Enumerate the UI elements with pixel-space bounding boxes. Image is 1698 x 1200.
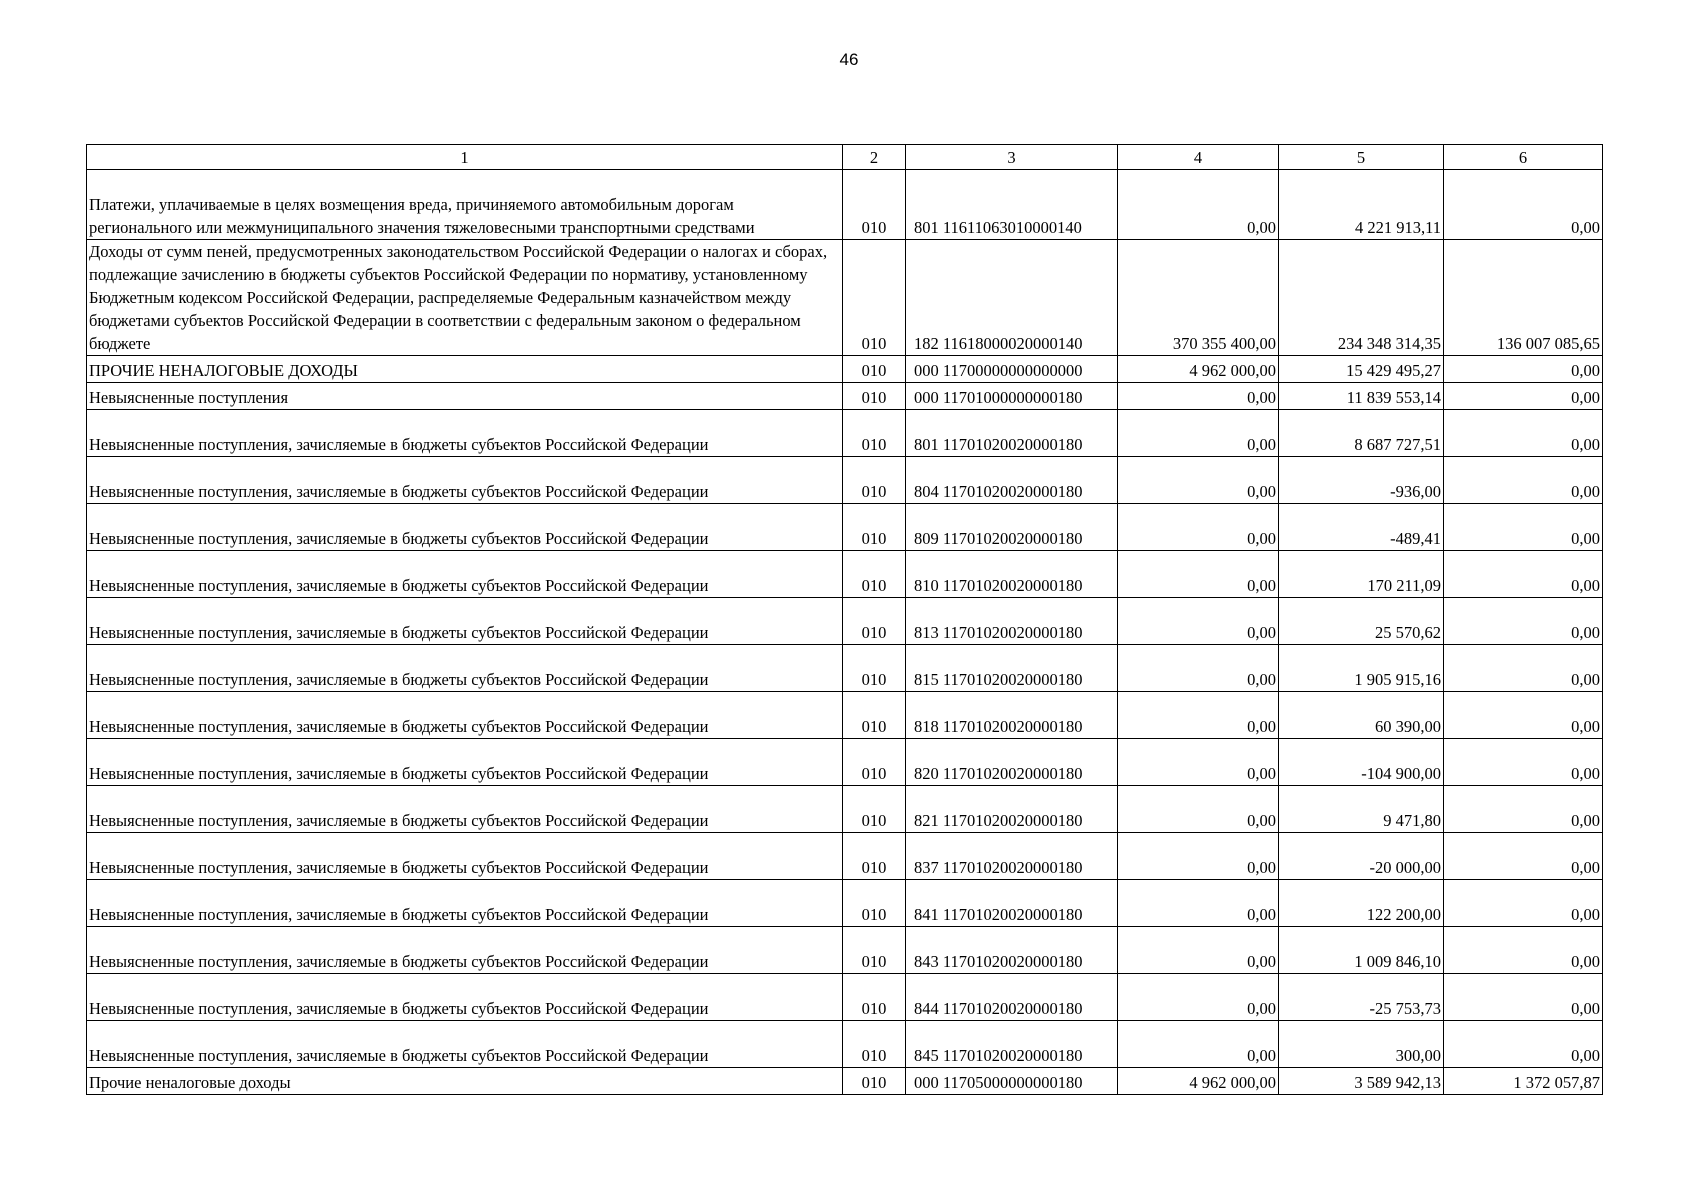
row-value-col4: 0,00 xyxy=(1118,974,1279,1021)
row-value-col4: 0,00 xyxy=(1118,692,1279,739)
row-value-col5: 8 687 727,51 xyxy=(1279,410,1444,457)
page-number: 46 xyxy=(839,50,859,69)
row-value-col5: 170 211,09 xyxy=(1279,551,1444,598)
row-value-col5: -20 000,00 xyxy=(1279,833,1444,880)
table-row xyxy=(87,356,1603,383)
row-budget-code: 841 11701020020000180 xyxy=(906,880,1118,927)
row-line-code: 010 xyxy=(843,1021,906,1068)
row-value-col6: 1 372 057,87 xyxy=(1444,1068,1603,1095)
column-header: 5 xyxy=(1279,145,1444,170)
table-row xyxy=(87,457,1603,504)
row-description: Невыясненные поступления, зачисляемые в бюджеты субъектов Российской Федерации xyxy=(87,927,843,974)
table-row xyxy=(87,786,1603,833)
row-value-col5: -25 753,73 xyxy=(1279,974,1444,1021)
row-budget-code: 810 11701020020000180 xyxy=(906,551,1118,598)
row-value-col6: 0,00 xyxy=(1444,880,1603,927)
table-row xyxy=(87,880,1603,927)
row-line-code: 010 xyxy=(843,974,906,1021)
row-value-col6: 0,00 xyxy=(1444,786,1603,833)
table-row xyxy=(87,504,1603,551)
row-value-col6: 0,00 xyxy=(1444,170,1603,240)
row-description: Невыясненные поступления, зачисляемые в бюджеты субъектов Российской Федерации xyxy=(87,692,843,739)
row-value-col6: 0,00 xyxy=(1444,927,1603,974)
row-value-col4: 0,00 xyxy=(1118,170,1279,240)
row-line-code: 010 xyxy=(843,927,906,974)
row-description: Невыясненные поступления, зачисляемые в бюджеты субъектов Российской Федерации xyxy=(87,739,843,786)
column-header: 2 xyxy=(843,145,906,170)
row-value-col4: 370 355 400,00 xyxy=(1118,240,1279,356)
row-value-col4: 0,00 xyxy=(1118,551,1279,598)
row-value-col4: 0,00 xyxy=(1118,598,1279,645)
row-budget-code: 809 11701020020000180 xyxy=(906,504,1118,551)
row-line-code: 010 xyxy=(843,880,906,927)
table-row xyxy=(87,1021,1603,1068)
row-description: ПРОЧИЕ НЕНАЛОГОВЫЕ ДОХОДЫ xyxy=(87,356,843,383)
row-value-col5: -104 900,00 xyxy=(1279,739,1444,786)
row-value-col4: 0,00 xyxy=(1118,786,1279,833)
row-value-col5: -489,41 xyxy=(1279,504,1444,551)
row-description: Невыясненные поступления, зачисляемые в бюджеты субъектов Российской Федерации xyxy=(87,833,843,880)
row-line-code: 010 xyxy=(843,739,906,786)
row-value-col5: 11 839 553,14 xyxy=(1279,383,1444,410)
row-line-code: 010 xyxy=(843,1068,906,1095)
row-value-col5: 122 200,00 xyxy=(1279,880,1444,927)
row-value-col5: 15 429 495,27 xyxy=(1279,356,1444,383)
row-line-code: 010 xyxy=(843,692,906,739)
row-budget-code: 000 11701000000000180 xyxy=(906,383,1118,410)
table-row xyxy=(87,974,1603,1021)
row-value-col6: 0,00 xyxy=(1444,504,1603,551)
row-line-code: 010 xyxy=(843,410,906,457)
column-header: 4 xyxy=(1118,145,1279,170)
row-value-col4: 0,00 xyxy=(1118,645,1279,692)
row-value-col6: 0,00 xyxy=(1444,356,1603,383)
row-line-code: 010 xyxy=(843,383,906,410)
row-line-code: 010 xyxy=(843,356,906,383)
row-description: Невыясненные поступления, зачисляемые в бюджеты субъектов Российской Федерации xyxy=(87,1021,843,1068)
row-value-col5: 234 348 314,35 xyxy=(1279,240,1444,356)
row-value-col6: 0,00 xyxy=(1444,739,1603,786)
row-value-col5: 300,00 xyxy=(1279,1021,1444,1068)
table-row xyxy=(87,240,1603,356)
row-budget-code: 837 11701020020000180 xyxy=(906,833,1118,880)
row-value-col4: 0,00 xyxy=(1118,880,1279,927)
row-value-col4: 0,00 xyxy=(1118,457,1279,504)
row-budget-code: 821 11701020020000180 xyxy=(906,786,1118,833)
column-header: 6 xyxy=(1444,145,1603,170)
row-budget-code: 813 11701020020000180 xyxy=(906,598,1118,645)
table-row xyxy=(87,410,1603,457)
row-description: Платежи, уплачиваемые в целях возмещения вреда, причиняемого автомобильным дорогам регионального или межмуниципального значения тяжеловесными транспортными средствами xyxy=(87,170,843,240)
row-line-code: 010 xyxy=(843,598,906,645)
row-budget-code: 820 11701020020000180 xyxy=(906,739,1118,786)
row-value-col4: 0,00 xyxy=(1118,833,1279,880)
row-value-col4: 0,00 xyxy=(1118,739,1279,786)
table-row xyxy=(87,1068,1603,1095)
row-description: Невыясненные поступления, зачисляемые в бюджеты субъектов Российской Федерации xyxy=(87,551,843,598)
row-value-col6: 0,00 xyxy=(1444,383,1603,410)
row-description: Невыясненные поступления, зачисляемые в бюджеты субъектов Российской Федерации xyxy=(87,410,843,457)
row-description: Невыясненные поступления, зачисляемые в бюджеты субъектов Российской Федерации xyxy=(87,645,843,692)
row-description: Невыясненные поступления, зачисляемые в бюджеты субъектов Российской Федерации xyxy=(87,598,843,645)
row-description: Доходы от сумм пеней, предусмотренных законодательством Российской Федерации о налогах и сборах, подлежащие зачислению в бюджеты субъектов Российской Федерации по нормативу, установленному Бюджетным кодексом Российской Федерации, распределяемые Федеральным казначейством между бюджетами субъектов Российской Федерации в соответствии с федеральным законом о федеральном бюджете xyxy=(87,240,843,356)
row-value-col6: 0,00 xyxy=(1444,598,1603,645)
row-budget-code: 818 11701020020000180 xyxy=(906,692,1118,739)
row-description: Невыясненные поступления, зачисляемые в бюджеты субъектов Российской Федерации xyxy=(87,504,843,551)
row-value-col6: 0,00 xyxy=(1444,1021,1603,1068)
row-value-col5: -936,00 xyxy=(1279,457,1444,504)
row-budget-code: 843 11701020020000180 xyxy=(906,927,1118,974)
row-budget-code: 804 11701020020000180 xyxy=(906,457,1118,504)
row-description: Невыясненные поступления, зачисляемые в бюджеты субъектов Российской Федерации xyxy=(87,786,843,833)
row-value-col6: 0,00 xyxy=(1444,974,1603,1021)
row-description: Прочие неналоговые доходы xyxy=(87,1068,843,1095)
row-value-col4: 0,00 xyxy=(1118,1021,1279,1068)
row-value-col4: 4 962 000,00 xyxy=(1118,356,1279,383)
row-value-col4: 0,00 xyxy=(1118,927,1279,974)
row-description: Невыясненные поступления xyxy=(87,383,843,410)
row-line-code: 010 xyxy=(843,551,906,598)
column-header-row xyxy=(87,145,1603,170)
table-row xyxy=(87,927,1603,974)
row-line-code: 010 xyxy=(843,833,906,880)
row-value-col5: 1 905 915,16 xyxy=(1279,645,1444,692)
row-budget-code: 000 11705000000000180 xyxy=(906,1068,1118,1095)
row-line-code: 010 xyxy=(843,645,906,692)
row-value-col6: 0,00 xyxy=(1444,692,1603,739)
row-value-col5: 1 009 846,10 xyxy=(1279,927,1444,974)
row-line-code: 010 xyxy=(843,240,906,356)
table-row xyxy=(87,833,1603,880)
row-line-code: 010 xyxy=(843,457,906,504)
row-description: Невыясненные поступления, зачисляемые в бюджеты субъектов Российской Федерации xyxy=(87,457,843,504)
row-value-col5: 25 570,62 xyxy=(1279,598,1444,645)
row-value-col4: 0,00 xyxy=(1118,504,1279,551)
table-row xyxy=(87,645,1603,692)
row-budget-code: 182 11618000020000140 xyxy=(906,240,1118,356)
row-value-col6: 0,00 xyxy=(1444,645,1603,692)
row-line-code: 010 xyxy=(843,504,906,551)
column-header: 1 xyxy=(87,145,843,170)
table-row xyxy=(87,598,1603,645)
row-budget-code: 000 11700000000000000 xyxy=(906,356,1118,383)
row-budget-code: 801 11701020020000180 xyxy=(906,410,1118,457)
row-budget-code: 844 11701020020000180 xyxy=(906,974,1118,1021)
row-value-col4: 4 962 000,00 xyxy=(1118,1068,1279,1095)
row-value-col6: 0,00 xyxy=(1444,833,1603,880)
row-budget-code: 801 11611063010000140 xyxy=(906,170,1118,240)
row-budget-code: 845 11701020020000180 xyxy=(906,1021,1118,1068)
row-value-col4: 0,00 xyxy=(1118,410,1279,457)
row-value-col6: 136 007 085,65 xyxy=(1444,240,1603,356)
row-value-col6: 0,00 xyxy=(1444,457,1603,504)
row-value-col6: 0,00 xyxy=(1444,551,1603,598)
row-budget-code: 815 11701020020000180 xyxy=(906,645,1118,692)
column-header: 3 xyxy=(906,145,1118,170)
table-row xyxy=(87,170,1603,240)
table-row xyxy=(87,551,1603,598)
revenue-table xyxy=(86,144,1603,1095)
row-value-col5: 3 589 942,13 xyxy=(1279,1068,1444,1095)
row-description: Невыясненные поступления, зачисляемые в бюджеты субъектов Российской Федерации xyxy=(87,974,843,1021)
table-row xyxy=(87,692,1603,739)
row-value-col4: 0,00 xyxy=(1118,383,1279,410)
table-row xyxy=(87,383,1603,410)
row-line-code: 010 xyxy=(843,786,906,833)
table-row xyxy=(87,739,1603,786)
row-description: Невыясненные поступления, зачисляемые в бюджеты субъектов Российской Федерации xyxy=(87,880,843,927)
row-value-col5: 4 221 913,11 xyxy=(1279,170,1444,240)
row-value-col5: 9 471,80 xyxy=(1279,786,1444,833)
row-value-col5: 60 390,00 xyxy=(1279,692,1444,739)
row-value-col6: 0,00 xyxy=(1444,410,1603,457)
row-line-code: 010 xyxy=(843,170,906,240)
